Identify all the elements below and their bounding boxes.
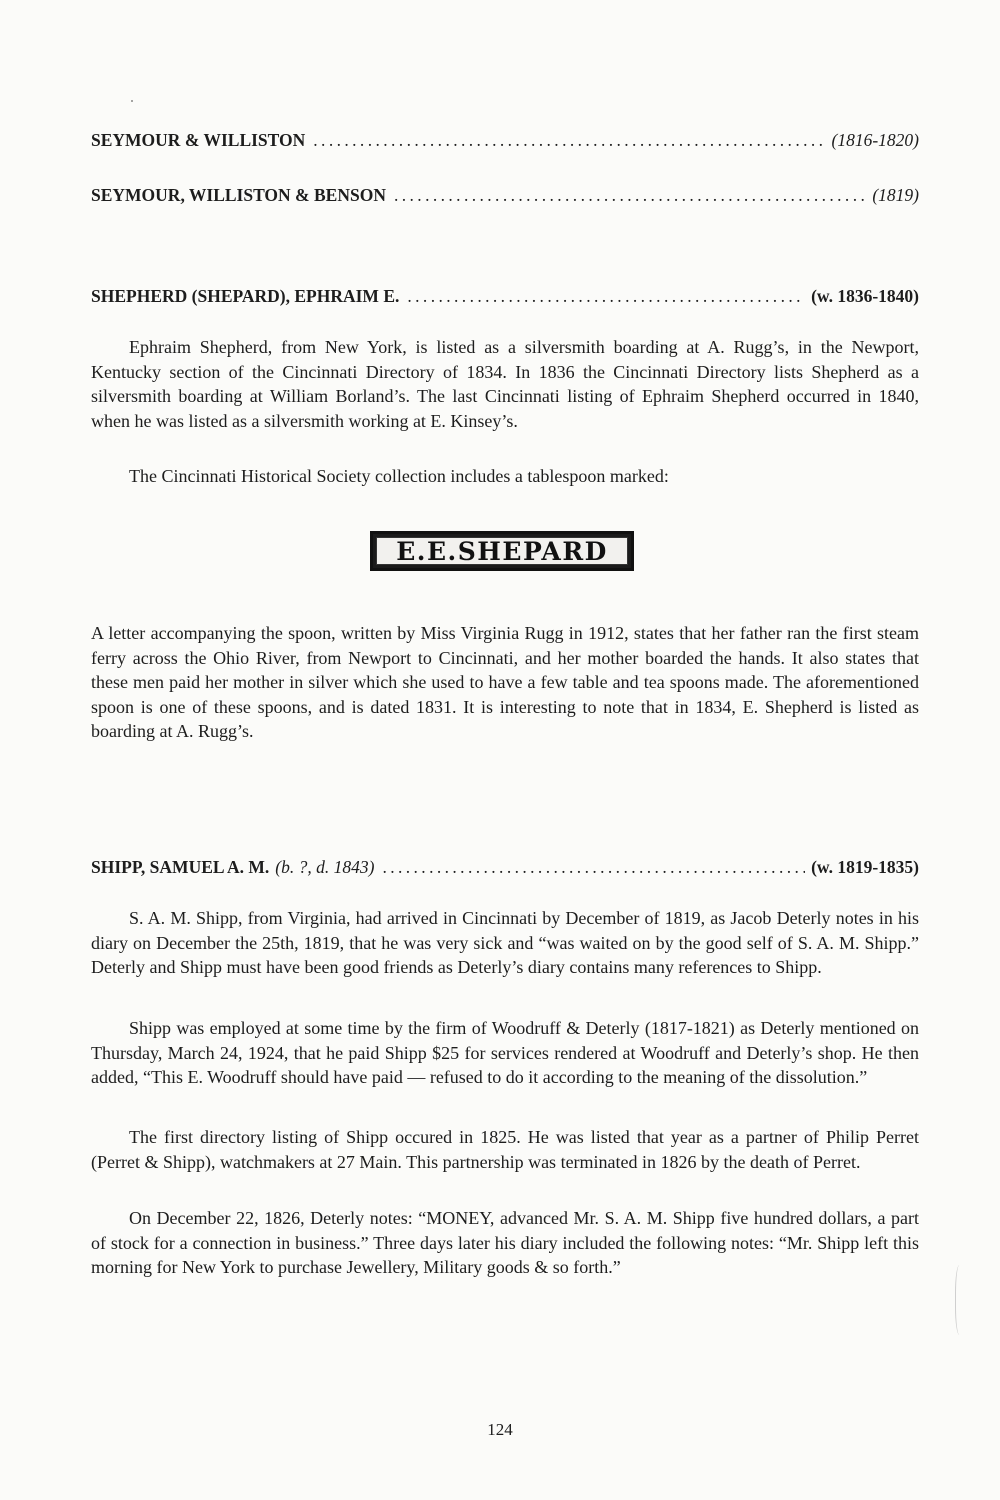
entry-lifespan: (b. ?, d. 1843) [275, 857, 375, 877]
entry-date: (w. 1819-1835) [811, 857, 919, 877]
paper-speck [131, 100, 133, 102]
entry-heading-shepherd [91, 285, 919, 307]
entry-heading-seymour-williston-benson [91, 184, 919, 206]
entry-date: (1816-1820) [831, 130, 919, 150]
maker-mark-image [370, 531, 634, 571]
paper-edge-mark [955, 1265, 966, 1335]
maker-mark-text: E.E.SHEPARD [376, 537, 628, 565]
leader-dots [313, 129, 825, 151]
shepherd-paragraph-2: The Cincinnati Historical Society collection includes a tablespoon marked: [129, 466, 669, 486]
entry-heading-shipp [91, 856, 919, 878]
shipp-paragraph-3: The first directory listing of Shipp occured in 1825. He was listed that year as a partner of Philip Perret (Perret & Shipp), watchmakers at 27 Main. This partnership was terminated in 1826 by the death of Perret. [91, 1127, 919, 1172]
entry-heading-seymour-williston [91, 129, 919, 151]
entry-date: (w. 1836-1840) [811, 286, 919, 306]
page-number: 124 [487, 1420, 513, 1439]
entry-name: SHIPP, SAMUEL A. M. [91, 857, 270, 877]
entry-name: SEYMOUR, WILLISTON & BENSON [91, 185, 386, 205]
entry-name: SHEPHERD (SHEPARD), EPHRAIM E. [91, 286, 400, 306]
leader-dots [407, 285, 805, 307]
leader-dots [394, 184, 866, 206]
shepherd-paragraph-3: A letter accompanying the spoon, written by Miss Virginia Rugg in 1912, states that her father ran the first steam ferry across the Ohio River, from Newport to Cincinnati, and her mother boarded the hands. It also states that these men paid her mother in silver which she used to have a few table and tea spoons made. The aforementioned spoon is one of these spoons, and is dated 1831. It is interesting to note that in 1834, E. Shepherd is listed as boarding at A. Rugg’s. [91, 623, 919, 741]
leader-dots [382, 856, 805, 878]
shipp-paragraph-1: S. A. M. Shipp, from Virginia, had arrived in Cincinnati by December of 1819, as Jacob Deterly notes in his diary on December the 25th, 1819, that he was very sick and “was waited on by the good self of S. A. M. Shipp.” Deterly and Shipp must have been good friends as Deterly’s diary contains many references to Shipp. [91, 908, 919, 977]
shipp-paragraph-4: On December 22, 1826, Deterly notes: “MONEY, advanced Mr. S. A. M. Shipp five hundred dollars, a part of stock for a connection in business.” Three days later his diary included the following notes: “Mr. Shipp left this morning for New York to purchase Jewellery, Military goods & so forth.” [91, 1208, 919, 1277]
maker-mark-frame [370, 531, 634, 571]
entry-name: SEYMOUR & WILLISTON [91, 130, 306, 150]
entry-date: (1819) [872, 185, 919, 205]
shipp-paragraph-2: Shipp was employed at some time by the firm of Woodruff & Deterly (1817-1821) as Deterly mentioned on Thursday, March 24, 1924, that he paid Shipp $25 for services rendered at Woodruff and Deterly’s shop. He then added, “This E. Woodruff should have paid — refused to do it according to the meaning of the dissolution.” [91, 1018, 919, 1087]
shepherd-paragraph-1: Ephraim Shepherd, from New York, is listed as a silversmith boarding at A. Rugg’s, in the Newport, Kentucky section of the Cincinnati Directory of 1834. In 1836 the Cincinnati Directory lists Shepherd as a silversmith boarding at William Borland’s. The last Cincinnati listing of Ephraim Shepherd occurred in 1840, when he was listed as a silversmith working at E. Kinsey’s. [91, 337, 919, 431]
